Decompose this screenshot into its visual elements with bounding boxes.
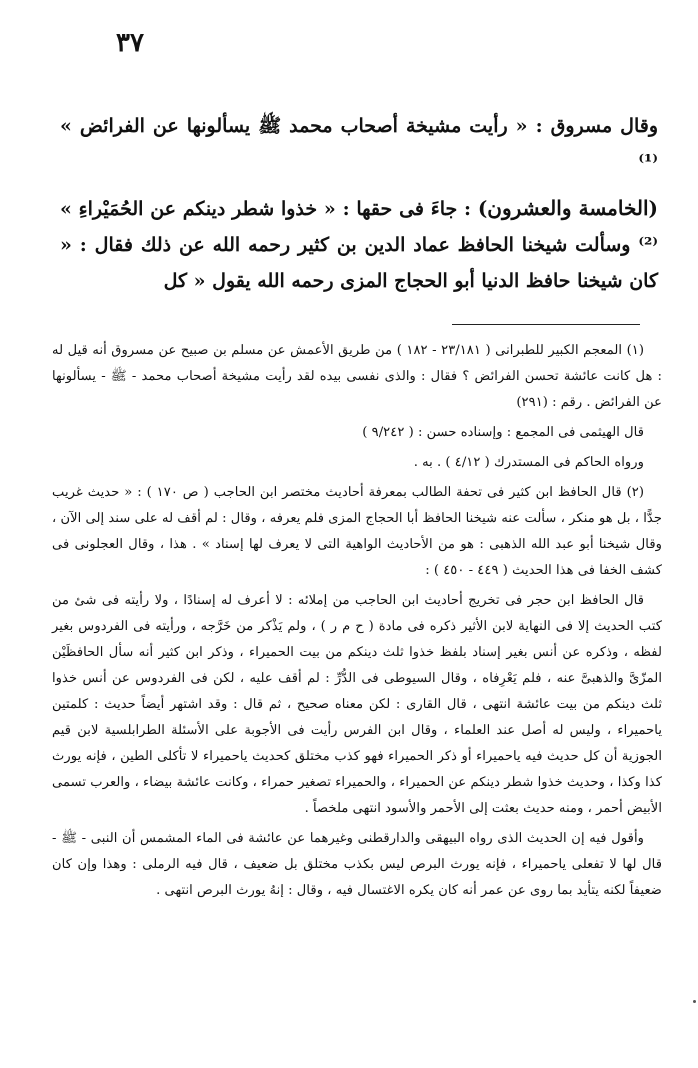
main-paragraph-2 xyxy=(60,190,658,299)
footnotes xyxy=(52,338,662,908)
main-paragraph-2-text: : جاءَ فى حقها : « خذوا شطر دينكم عن الحُمَيْراءِ » ⁽²⁾ وسألت شيخنا الحافظ عماد الدين بن كثير رحمه الله عن ذلك فقال : « كان شيخنا حافظ الدنيا أبو الحجاج المزى رحمه الله يقول « كل xyxy=(60,198,658,292)
footnote-2: (٢) قال الحافظ ابن كثير فى تحفة الطالب بمعرفة أحاديث مختصر ابن الحاجب ( ص ١٧٠ ) : « حديث غريب جدًّا ، بل هو منكر ، سألت عنه شيخنا الحافظ أبا الحجاج المزى فلم يعرفه ، وقال : لم أقف له على سند إلى الآن ، وقال شيخنا أبو عبد الله الذهبى : هو من الأحاديث الواهية التى لا يعرف لها إسناد » . هذا ، وقال العجلونى فى كشف الخفا فى هذا الحديث ( ٤٤٩ - ٤٥٠ ) : xyxy=(52,485,662,578)
section-heading: (الخامسة والعشرون) xyxy=(477,196,658,220)
footnote-1: (١) المعجم الكبير للطبرانى ( ٢٣/١٨١ - ١٨٢ ) من طريق الأعمش عن مسلم بن صبيح عن مسروق أنه قيل له : هل كانت عائشة تحسن الفرائض ؟ فقال : والذى نفسى بيده لقد رأيت مشيخة أصحاب محمد - ﷺ - يسألونها عن الفرائض . رقم : (٢٩١) xyxy=(52,343,662,410)
footnote-1-line-3: ورواه الحاكم فى المستدرك ( ٤/١٢ ) . به . xyxy=(413,455,644,470)
main-paragraph-1: وقال مسروق : « رأيت مشيخة أصحاب محمد ﷺ يسألونها عن الفرائض » ⁽¹⁾ xyxy=(60,115,658,173)
footnote-1-line-2: قال الهيثمى فى المجمع : وإسناده حسن : ( ٩/٢٤٢ ) xyxy=(362,425,644,440)
main-text xyxy=(60,108,658,309)
footnote-separator xyxy=(452,324,640,325)
scan-mark xyxy=(693,1000,696,1003)
footnote-2-quote: قال الحافظ ابن حجر فى تخريج أحاديث ابن الحاجب من إملائه : لا أعرف له إسنادًا ، ولا رأيته فى شئ من كتب الحديث إلا فى النهاية لابن الأثير ذكره فى مادة ( ح م ر ) ، ولم يَذْكر من خَرَّجه ، ورأيته فى الفردوس بغير لفظه ، وذكره عن أنس بغير إسناد بلفظ خذوا ثلث دينكم من بيت الحميراء ، وذكر ابن كثير أنه سأل الحافظَيْن المزّىَّ والذهبىَّ عنه ، فلم يَعْرِفاه ، وقال السيوطى فى الدُّرِّ : لم أقف عليه ، لكن فى الفردوس عن أنس خذوا ثلث دينكم من بيت عائشة انتهى ، قال القارى : لكن معناه صحيح ، ثم قال : وقد اشتهر أيضاً حديث : كلمتين ياحميراء ، وليس له أصل عند العلماء ، وقال ابن الفرس رأيت فى الأجوبة على الأسئلة الطرابلسية لابن قيم الجوزية أن كل حديث فيه ياحميراء أو ذكر الحميراء فهو كذب مختلق كحديث ياحميراء لا تأكلى الطين ، فإنه يورث كذا وكذا ، وحديث خذوا شطر دينكم عن الحميراء ، والحميراء تصغير حمراء ، وكانت عائشة بيضاء ، والعرب تسمى الأبيض أحمر ، ومنه حديث بعثت إلى الأحمر والأسود انتهى ملخصاً . xyxy=(52,593,662,816)
footnote-2-comment: وأقول فيه إن الحديث الذى رواه البيهقى والدارقطنى وغيرهما عن عائشة فى الماء المشمس أن النبى - ﷺ - قال لها لا تفعلى ياحميراء ، فإنه يورث البرص ليس بكذب مختلق بل ضعيف ، قال فيه الرملى : وهذا وإن كان ضعيفاً لكنه يتأيد بما روى عن عمر أنه كان يكره الاغتسال فيه ، وقال : إنهُ يورث البرص انتهى . xyxy=(52,831,662,898)
page-number: ٣٧ xyxy=(116,28,144,58)
